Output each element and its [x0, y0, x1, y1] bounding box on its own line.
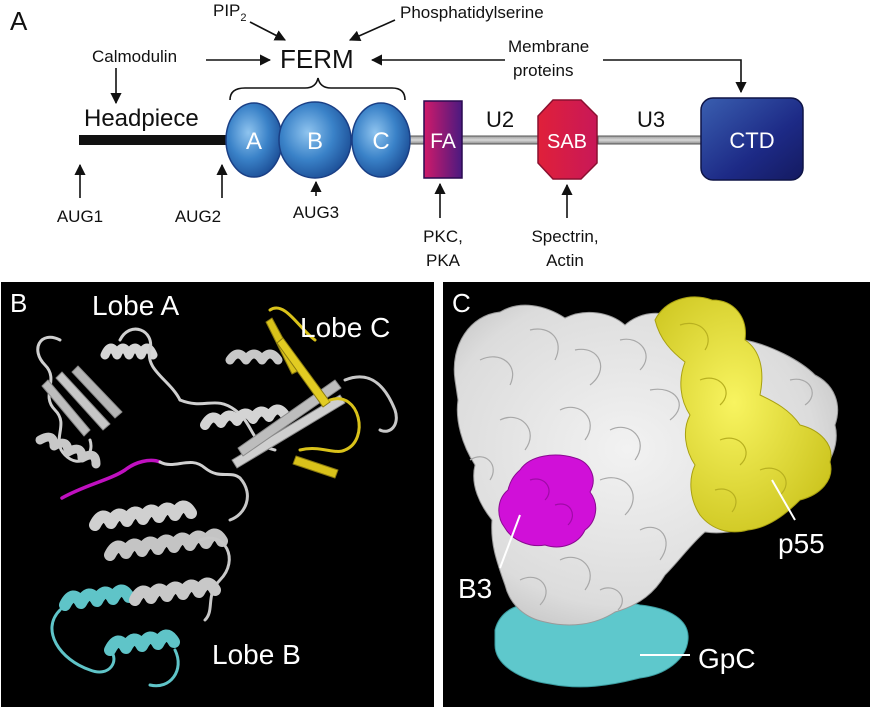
- pip2-subscript: 2: [240, 12, 247, 24]
- u2-label: U2: [485, 107, 515, 132]
- u3-label: U3: [636, 107, 666, 132]
- membrane-label-line1: Membrane: [508, 37, 590, 56]
- gpc-text: GpC: [698, 643, 756, 674]
- u3-bar: [598, 136, 704, 144]
- aug3-label: AUG3: [292, 203, 340, 222]
- panel-c: [443, 282, 870, 707]
- panel-b: [1, 282, 434, 707]
- ferm-label: FERM: [280, 44, 354, 74]
- pip2-label: [213, 1, 247, 24]
- b3-text: B3: [458, 573, 493, 604]
- pip2-arrow: [250, 22, 285, 40]
- lobe-c-text: Lobe C: [300, 312, 391, 343]
- membrane-label-line2: proteins: [513, 61, 574, 80]
- panel-a: [10, 1, 803, 270]
- calmodulin-label: Calmodulin: [92, 47, 178, 66]
- lobe-a-label: A: [245, 128, 263, 155]
- pkc-label-line2: PKA: [425, 251, 461, 270]
- aug2-label: AUG2: [174, 207, 222, 226]
- panel-b-letter: B: [10, 288, 28, 318]
- pkc-label-line1: PKC,: [423, 227, 463, 246]
- phosphatidylserine-arrow: [350, 20, 395, 40]
- ferm-brace: [230, 78, 405, 100]
- sab-label: SAB: [546, 131, 588, 153]
- fa-label: FA: [430, 130, 456, 153]
- lobe-a-text: Lobe A: [92, 290, 180, 321]
- p55-text: p55: [778, 528, 825, 559]
- pip2-main: PIP: [213, 1, 241, 20]
- panel-c-letter: C: [452, 288, 471, 318]
- lobe-c-label: C: [372, 128, 390, 155]
- phosphatidylserine-label: Phosphatidylserine: [400, 3, 544, 22]
- headpiece-bar: [79, 135, 229, 145]
- lobe-b-label: B: [306, 128, 324, 155]
- lobe-b-text: Lobe B: [212, 639, 301, 670]
- aug1-label: AUG1: [56, 207, 104, 226]
- panel-a-letter: A: [10, 6, 28, 36]
- headpiece-label: Headpiece: [84, 105, 199, 132]
- ctd-label: CTD: [729, 128, 775, 153]
- lobe-a-helix-top: [105, 348, 153, 355]
- spectrin-label-line2: Actin: [546, 251, 584, 270]
- u2-bar: [462, 136, 540, 144]
- membrane-ctd-arrow: [603, 60, 741, 92]
- spectrin-label-line1: Spectrin,: [531, 227, 599, 246]
